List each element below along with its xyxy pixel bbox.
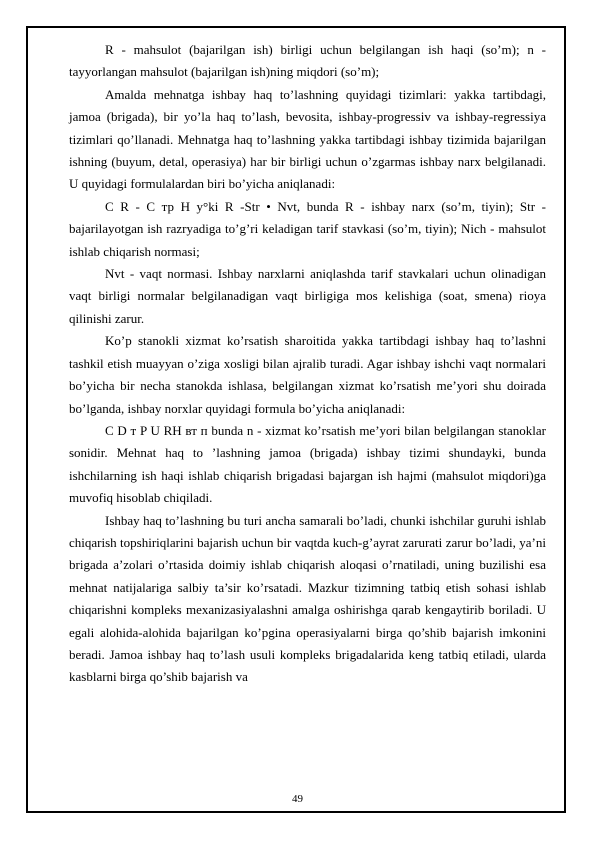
page-number: 49 — [292, 793, 303, 805]
paragraph-time-norm: Nvt - vaqt normasi. Ishbay narxlarni aniqlashda tarif stavkalari uchun olinadigan vaqt birligi normalar belgilanadigan vaqt birligiga mos kelishiga (soat, smena) rioya qilinishi zarur. — [69, 266, 546, 326]
paragraph-piece-rate-definition: R - mahsulot (bajarilgan ish) birligi uchun belgilangan ish haqi (so’m); n - tayyorlangan mahsulot (bajarilgan ish)ning miqdori (so’m); — [69, 42, 546, 80]
paragraph-multi-machine-service: Ko’p stanokli xizmat ko’rsatish sharoitida yakka tartibdagi ishbay haq to’lashni tashkil etish muayyan o’ziga xosligi bilan ajralib turadi. Agar ishbay ishchi vaqt normalari bo’yicha bir necha stanokda ishlasa, belgilangan xizmat ko’rsatish me’yori shu doirada bo’lganda, ishbay norxlar quyidagi formula bo’yicha aniqlanadi: — [69, 333, 546, 416]
document-body — [69, 39, 546, 689]
paragraph-brigade-formula: C D т P U RH вт п bunda n - xizmat ko’rsatish me’yori bilan belgilangan stanoklar sonidir. Mehnat haq to ’lashning jamoa (brigada) ishbay tizimi shundayki, bunda ishchilarning ish haqi ishlab chiqarish brigadasi bajargan ish hajmi (mahsulot miqdori)ga muvofiq hisoblab chiqiladi. — [69, 422, 546, 506]
paragraph-piece-rate-systems: Amalda mehnatga ishbay haq to’lashning quyidagi tizimlari: yakka tartibdagi, jamoa (brigada), bir yo’la haq to’lash, bevosita, ishbay-progressiv va ishbay-regressiya tizimlari qo’llanadi. Mehnatga haq to’lashning yakka tartibdagi ishbay tizimida bajarilgan ishning (buyum, detal, operasiya) har bir birligi uchun o’zgarmas ishbay narx belgilanadi. U quyidagi formulalardan biri bo’yicha aniqlanadi: — [69, 86, 546, 192]
paragraph-piece-rate-formula: C R - C тр H y°ki R -Str • Nvt, bunda R - ishbay narx (so’m, tiyin); Str - bajarilayotgan ish razryadiga to’g’ri keladigan tarif stavkasi (so’m, tiyin); Nich - mahsulot ishlab chiqarish normasi; — [69, 198, 546, 259]
paragraph-brigade-efficiency: Ishbay haq to’lashning bu turi ancha samarali bo’ladi, chunki ishchilar guruhi ishlab chiqarish topshiriqlarini bajarish uchun bir vaqtda kuch-g’ayrat zarurati zarur bo’ladi, ya’ni brigada a’zolari o’rtasida doimiy ishlab chiqarish aloqasi o’rnatiladi, uning buzilishi esa mehnat natijalariga salbiy ta’sir ko’rsatadi. Mazkur tizimning tatbiq etish sohasi ishlab chiqarishni kompleks mexanizasiyalashni amalga oshirishga qarab kengaytirib boriladi. U egali alohida-alohida bajarilgan ko’pgina operasiyalarni birga qo’shib bajarish imkonini beradi. Jamoa ishbay haq to’lash usuli kompleks brigadalarida keng tatbiq etiladi, ularda kasblarni birga qo’shib bajarish va — [69, 512, 546, 685]
